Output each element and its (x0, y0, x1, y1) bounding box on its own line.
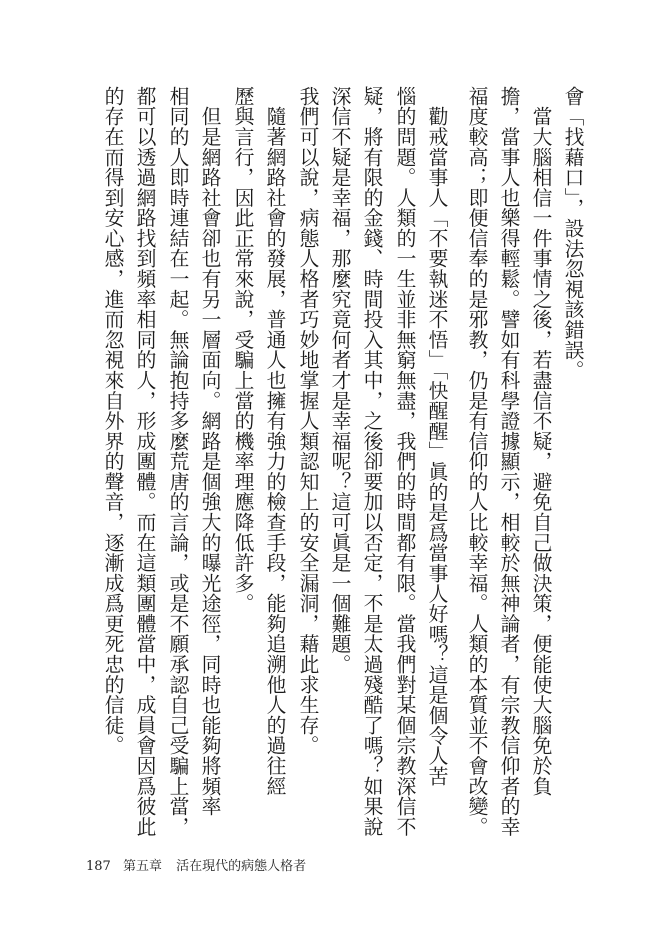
text-column: 會「找藉口」，設法忽視該錯誤。 (561, 86, 584, 381)
text-column: 的存在而得到安心感，進而忽視來自外界的聲音，逐漸成爲更死忠的信徒。 (101, 86, 124, 756)
text-column: 隨著網路社會的發展，普通人也擁有強力的檢查手段，能夠追溯他人的過往經 (263, 86, 286, 797)
text-column: 福度較高；即便信奉的是邪教，仍是有信仰的人比較幸福。人類的本質並不會改變。 (465, 86, 488, 837)
chapter-label: 第五章 (122, 859, 162, 874)
text-column: 當大腦相信一件事情之後，若盡信不疑，避免自己做決策，便能使大腦免於負 (529, 86, 552, 797)
text-column: 我們可以說，病態人格者巧妙地掌握人類認知上的安全漏洞，藉此求生存。 (296, 86, 319, 756)
page-footer (86, 855, 306, 874)
text-column: 都可以透過網路找到頻率相同的人，形成團體。而在這類團體當中，成員會因爲彼此 (133, 86, 156, 837)
text-column: 深信不疑是幸福，那麼究竟何者才是幸福呢？這可眞是一個難題。 (328, 86, 351, 675)
text-column: 歷與言行，因此正常來說，受騙上當的機率理應降低許多。 (231, 86, 254, 614)
text-column: 勸戒當事人「不要執迷不悟」「快醒醒」眞的是爲當事人好嗎？這是個令人苦 (425, 86, 448, 787)
text-column: 惱的問題。人類的一生並非無窮無盡，我們的時間都有限。當我們對某個宗教深信不 (393, 86, 416, 837)
text-column: 相同的人即時連結在一起。無論抱持多麼荒唐的言論，或是不願承認自己受騙上當， (166, 86, 189, 837)
chapter-title: 活在現代的病態人格者 (176, 859, 307, 874)
text-column: 擔，當事人也樂得輕鬆。譬如有科學證據顯示，相較於無神論者，有宗教信仰者的幸 (497, 86, 520, 837)
text-column: 疑，將有限的金錢、時間投入其中，之後卻要加以否定，不是太過殘酷了嗎？如果說 (360, 86, 383, 837)
page-number: 187 (86, 859, 111, 874)
text-column: 但是網路社會卻也有另一層面向。網路是個強大的曝光途徑，同時也能夠將頻率 (198, 86, 221, 817)
